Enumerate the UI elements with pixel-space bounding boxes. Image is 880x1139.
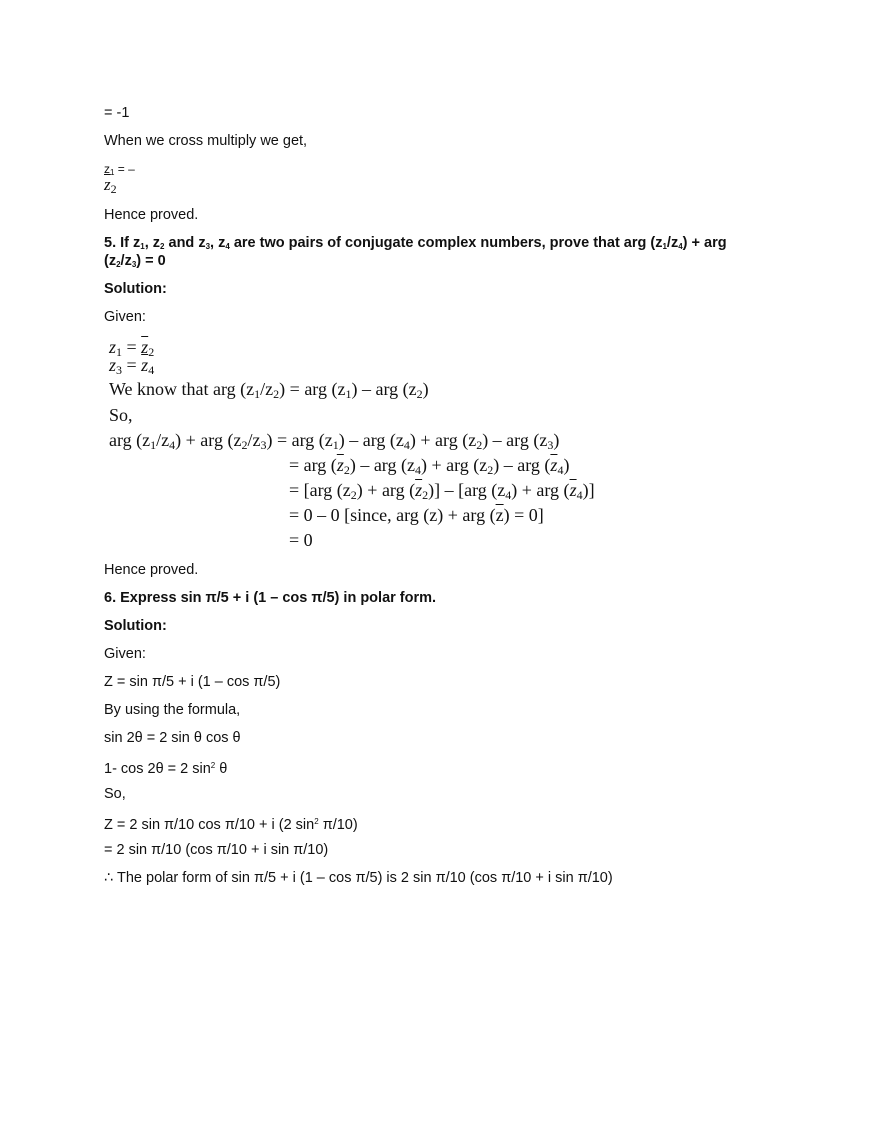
text: $\overline{z}$ (569, 480, 577, 500)
text: Hence proved. (104, 562, 199, 578)
text: /z (156, 430, 170, 450)
text: So, (104, 786, 126, 802)
subscript: 1 (254, 387, 261, 401)
text: /z (666, 235, 679, 251)
conclusion-text (104, 869, 613, 887)
text: ) (553, 430, 560, 450)
subscript: 4 (576, 488, 583, 502)
text: ) = 0 (136, 253, 166, 269)
text: , z (210, 235, 226, 251)
subscript: 4 (169, 438, 176, 452)
text: 6. Express sin π/5 + i (1 – cos π/5) in polar form. (104, 590, 437, 606)
subscript: 2 (110, 182, 117, 196)
subscript: 2 (273, 387, 280, 401)
subscript: 4 (225, 242, 230, 251)
text: θ (215, 761, 228, 777)
text: = 0 – 0 [since, arg (z) + arg ( (289, 505, 496, 525)
text: ) = arg (z (279, 379, 346, 399)
hence-proved-1 (104, 206, 198, 224)
subscript: 3 (205, 242, 211, 251)
text: arg (z (109, 430, 151, 450)
text: = [arg (z (289, 480, 351, 500)
subscript: 4 (414, 463, 421, 477)
question-5-line-2 (104, 252, 166, 274)
proof-line-step4 (289, 504, 544, 526)
text: /z (260, 379, 274, 399)
text: = 2 sin π/10 (cos π/10 + i sin π/10) (104, 842, 329, 858)
text: $\overline{z}$ (415, 480, 423, 500)
text: Z = sin π/5 + i (1 – cos π/5) (104, 674, 281, 690)
text: = 0 (289, 530, 313, 550)
subscript: 3 (260, 438, 267, 452)
text: Solution: (104, 618, 167, 634)
subscript: 1 (150, 438, 157, 452)
text: ) (563, 455, 570, 475)
text: ) + arg ( (356, 480, 416, 500)
subscript: 1 (662, 242, 667, 251)
subscript: 3 (547, 438, 554, 452)
subscript: 1 (140, 242, 145, 251)
proof-line-z3 (109, 356, 154, 379)
text: sin 2θ = 2 sin θ cos θ (104, 730, 241, 746)
text: ) – arg ( (493, 455, 551, 475)
text: Z = 2 sin π/10 cos π/10 + i (2 sin (104, 817, 315, 833)
text: ) – arg (z (349, 455, 415, 475)
text: $\overline{z}$ (104, 175, 111, 194)
subscript: 2 (422, 488, 429, 502)
text: Given: (104, 309, 146, 325)
text: /z (120, 253, 132, 269)
text: are two pairs of conjugate complex numbers, prove that arg (z (229, 235, 663, 251)
text: ) = 0] (503, 505, 544, 525)
subscript: 1 (345, 387, 352, 401)
proof-line-step3 (289, 479, 595, 506)
text: z (109, 355, 117, 375)
z-given-expression (104, 673, 280, 691)
text: and z (164, 235, 206, 251)
proof-line-we-know (109, 378, 429, 405)
subscript: 4 (678, 242, 683, 251)
subscript: 2 (343, 463, 350, 477)
subscript: 2 (116, 260, 121, 269)
hence-proved-2 (104, 561, 198, 579)
text: (z (104, 253, 117, 269)
subscript: 3 (116, 363, 123, 377)
z2-conjugate (104, 176, 117, 198)
text: ) – arg (z (351, 379, 417, 399)
text: $\overline{z}$ (495, 505, 504, 525)
text: 1- cos 2θ = 2 sin (104, 761, 211, 777)
subscript: 2 (416, 387, 423, 401)
solution-heading-2 (104, 617, 167, 635)
subscript: 2 (487, 463, 494, 477)
text: /z (247, 430, 261, 450)
text: = arg ( (289, 455, 337, 475)
text: We know that arg (z (109, 379, 255, 399)
z-step-2 (104, 841, 328, 859)
text: ) + arg (z (175, 430, 242, 450)
formula-cos-double (104, 757, 227, 778)
proof-line-arg-sum (109, 429, 559, 456)
subscript: 2 (148, 345, 155, 359)
so-text (104, 785, 126, 803)
text: = -1 (104, 105, 130, 121)
text: Given: (104, 646, 146, 662)
text: ∴ The polar form of sin π/5 + i (1 – cos π/5) is 2 sin π/10 (cos π/10 + i sin π/10) (104, 870, 613, 886)
text: π/10) (318, 817, 358, 833)
text: When we cross multiply we get, (104, 133, 308, 149)
formula-sin-double (104, 729, 241, 747)
subscript: 1 (116, 345, 123, 359)
text: )] (582, 480, 595, 500)
cross-multiply-text (104, 132, 307, 150)
proof-block (109, 336, 669, 556)
text: $\overline{z}$ (336, 455, 344, 475)
proof-line-so (109, 404, 133, 426)
subscript: 1 (110, 168, 115, 177)
superscript: 2 (210, 761, 216, 770)
text: = (122, 355, 142, 375)
subscript: 2 (160, 242, 165, 251)
question-6 (104, 589, 436, 607)
text: By using the formula, (104, 702, 241, 718)
given-label-2 (104, 645, 146, 663)
text: , z (144, 235, 161, 251)
superscript: 2 (314, 817, 319, 826)
text: $\overline{z}$ (141, 355, 149, 375)
text: $\overline{z}$ (550, 455, 558, 475)
subscript: 2 (241, 438, 248, 452)
subscript: 4 (505, 488, 512, 502)
solution-heading-1 (104, 280, 167, 298)
text: = – (114, 162, 135, 176)
text: $\overline{z}$ (141, 337, 149, 357)
text: z (109, 337, 117, 357)
z-step-1 (104, 813, 358, 834)
proof-line-step2 (289, 454, 569, 481)
text: 5. If z (104, 235, 141, 251)
text: Solution: (104, 281, 167, 297)
text: ) + arg (z (420, 455, 488, 475)
text: ) = arg (z (266, 430, 333, 450)
text: = (122, 337, 142, 357)
text: ) + arg ( (511, 480, 570, 500)
text: )] – [arg (z (428, 480, 506, 500)
subscript: 4 (148, 363, 155, 377)
text: z (104, 162, 110, 176)
given-label-1 (104, 308, 146, 326)
subscript: 3 (131, 260, 137, 269)
text: ) + arg (z (409, 430, 477, 450)
text: ) – arg (z (482, 430, 548, 450)
question-5-line-1 (104, 234, 727, 256)
by-formula-text (104, 701, 240, 719)
subscript: 2 (350, 488, 357, 502)
subscript: 2 (476, 438, 483, 452)
subscript: 1 (332, 438, 339, 452)
subscript: 4 (557, 463, 564, 477)
text: ) (422, 379, 429, 399)
proof-line-step5 (289, 529, 313, 551)
text: ) + arg (682, 235, 727, 251)
text: Hence proved. (104, 207, 199, 223)
equals-minus-one (104, 104, 129, 122)
subscript: 4 (403, 438, 410, 452)
text: ) – arg (z (338, 430, 404, 450)
text: So, (109, 405, 133, 425)
